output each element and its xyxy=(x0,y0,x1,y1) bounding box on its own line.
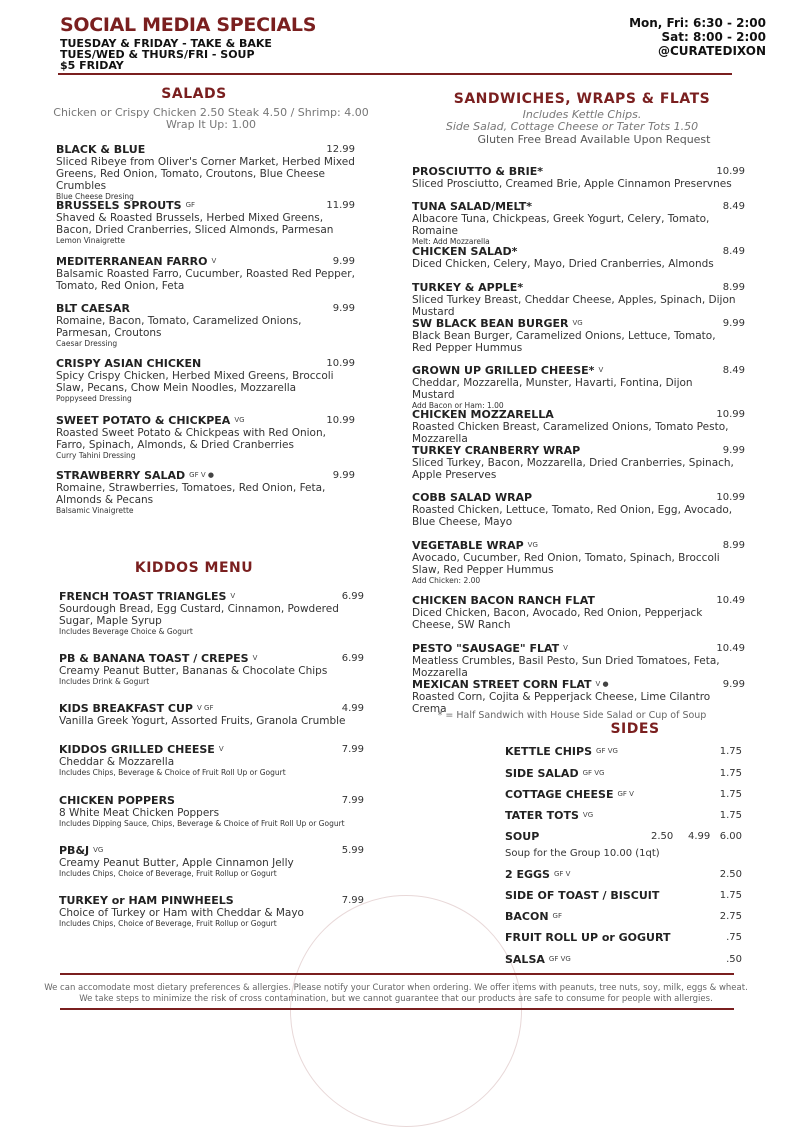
kiddos-item-note: Includes Beverage Choice & Gogurt xyxy=(59,627,193,636)
side-item-price: 1.75 xyxy=(719,768,742,779)
sandwich-item-description: Sliced Turkey Breast, Cheddar Cheese, Apples, Spinach, Dijon Mustard xyxy=(412,294,736,318)
sandwich-item-name-text: TUNA SALAD/MELT* xyxy=(412,200,532,213)
sandwich-item-price: 8.49 xyxy=(722,201,745,212)
kiddos-item-name xyxy=(59,894,349,907)
kiddos-item xyxy=(59,894,349,929)
side-item-name-text: TATER TOTS xyxy=(505,809,579,822)
sandwich-item-name xyxy=(412,200,737,213)
salads-title: SALADS xyxy=(161,86,227,102)
kiddos-item-description: 8 White Meat Chicken Poppers xyxy=(59,807,220,819)
sandwich-item-description: Roasted Corn, Cojita & Pepperjack Cheese, Lime Cilantro Crema xyxy=(412,691,711,715)
sandwich-item xyxy=(412,594,737,631)
sandwiches-sub-3: Gluten Free Bread Available Upon Request xyxy=(477,133,711,146)
hours-weekday: Mon, Fri: 6:30 - 2:00 xyxy=(629,16,766,30)
salad-item-description: Sliced Ribeye from Oliver's Corner Market, Herbed Mixed Greens, Red Onion, Tomato, Croutons, Blue Cheese Crumbles xyxy=(56,156,355,192)
side-item-price: 1.75 xyxy=(719,890,742,901)
sandwich-item-name xyxy=(412,281,737,294)
dietary-tags: VG xyxy=(234,416,245,424)
allergy-notice-2: We take steps to minimize the risk of cross contamination, but we cannot guarantee that our products are safe to consume for people with allergies. xyxy=(79,994,713,1004)
side-item xyxy=(505,767,604,780)
side-item-price: 1.75 xyxy=(719,789,742,800)
sandwich-item-description: Albacore Tuna, Chickpeas, Greek Yogurt, Celery, Tomato, Romaine xyxy=(412,213,710,237)
sandwich-item-name-text: GROWN UP GRILLED CHEESE* xyxy=(412,364,595,377)
kiddos-item-name-text: PB & BANANA TOAST / CREPES xyxy=(59,652,249,665)
salad-item-note: Balsamic Vinaigrette xyxy=(56,506,134,515)
salad-item xyxy=(56,255,356,292)
salad-item-name-text: STRAWBERRY SALAD xyxy=(56,469,186,482)
salad-item-name-text: BLACK & BLUE xyxy=(56,143,146,156)
kiddos-item-description: Choice of Turkey or Ham with Cheddar & Mayo xyxy=(59,907,304,919)
salad-item xyxy=(56,199,356,246)
hours-saturday: Sat: 8:00 - 2:00 xyxy=(661,30,766,44)
kiddos-item xyxy=(59,844,349,879)
side-item-price: 6.00 xyxy=(719,831,742,842)
kiddos-item-description: Vanilla Greek Yogurt, Assorted Fruits, Granola Crumble xyxy=(59,715,346,727)
sandwich-item xyxy=(412,200,737,247)
salad-item-name xyxy=(56,302,356,315)
sandwich-item xyxy=(412,317,737,354)
sandwich-item-description: Cheddar, Mozzarella, Munster, Havarti, Fontina, Dijon Mustard xyxy=(412,377,693,401)
side-item-price: 1.75 xyxy=(719,746,742,757)
sandwich-item xyxy=(412,281,737,318)
sandwiches-sub-1: Includes Kettle Chips. xyxy=(522,108,642,121)
header-line-2: TUES/WED & THURS/FRI - SOUP xyxy=(60,48,255,61)
header-line-3: $5 FRIDAY xyxy=(60,59,124,72)
sandwich-item-note: Add Chicken: 2.00 xyxy=(412,576,481,585)
kiddos-item-price: 4.99 xyxy=(341,703,364,714)
kiddos-item-name xyxy=(59,652,349,665)
sandwich-item-description: Sliced Turkey, Bacon, Mozzarella, Dried Cranberries, Spinach, Apple Preserves xyxy=(412,457,734,481)
kiddos-item-price: 7.99 xyxy=(341,744,364,755)
kiddos-item-name xyxy=(59,743,349,756)
side-item xyxy=(505,745,618,758)
sandwich-item-name xyxy=(412,364,737,377)
salad-item-price: 10.99 xyxy=(326,358,355,369)
dietary-tags: VG xyxy=(572,319,583,327)
kiddos-item-price: 7.99 xyxy=(341,795,364,806)
side-item-name xyxy=(505,953,571,966)
sandwich-item-name xyxy=(412,245,737,258)
salad-item-price: 12.99 xyxy=(326,144,355,155)
dietary-tags: V xyxy=(230,592,236,600)
salad-item xyxy=(56,469,356,516)
side-item-name xyxy=(505,868,570,881)
kiddos-item-price: 7.99 xyxy=(341,895,364,906)
dietary-tags: GF V xyxy=(553,870,571,878)
sandwich-item-description: Sliced Prosciutto, Creamed Brie, Apple Cinnamon Preservnes xyxy=(412,178,732,190)
dietary-tags: GF V xyxy=(617,790,634,798)
kiddos-item-price: 6.99 xyxy=(341,591,364,602)
sandwich-item-name xyxy=(412,491,737,504)
salad-item-name xyxy=(56,143,356,156)
page-title: SOCIAL MEDIA SPECIALS xyxy=(60,14,317,36)
kiddos-title: KIDDOS MENU xyxy=(134,560,254,576)
kiddos-item-note: Includes Chips, Beverage & Choice of Fruit Roll Up or Gogurt xyxy=(59,768,286,777)
sandwich-item-note: Add Bacon or Ham: 1.00 xyxy=(412,401,504,410)
dietary-tags: GF VG xyxy=(582,769,605,777)
sandwich-item xyxy=(412,408,737,445)
sandwich-item-name-text: CHICKEN BACON RANCH FLAT xyxy=(412,594,595,607)
kiddos-item-name-text: PB&J xyxy=(59,844,90,857)
background-circle xyxy=(290,895,522,1127)
side-item-name xyxy=(505,889,659,902)
salad-item-description: Romaine, Bacon, Tomato, Caramelized Onions, Parmesan, Croutons xyxy=(56,315,302,339)
dietary-tags: V GF xyxy=(197,704,214,712)
salad-item xyxy=(56,302,356,349)
salad-item-description: Romaine, Strawberries, Tomatoes, Red Onion, Feta, Almonds & Pecans xyxy=(56,482,326,506)
sandwich-item-price: 10.49 xyxy=(716,595,745,606)
kiddos-item-description: Cheddar & Mozzarella xyxy=(59,756,175,768)
dietary-tags: VG xyxy=(527,541,538,549)
sandwiches-title: SANDWICHES, WRAPS & FLATS xyxy=(453,91,711,107)
kiddos-item-name xyxy=(59,794,349,807)
header-divider xyxy=(58,73,732,75)
side-item-price: 1.75 xyxy=(719,810,742,821)
header-line-1: TUESDAY & FRIDAY - TAKE & BAKE xyxy=(60,37,272,50)
side-item xyxy=(505,809,593,822)
salad-item-name-text: BRUSSELS SPROUTS xyxy=(56,199,182,212)
sandwich-item-name-text: CHICKEN MOZZARELLA xyxy=(412,408,554,421)
kiddos-item-note: Includes Drink & Gogurt xyxy=(59,677,150,686)
salad-item-name xyxy=(56,199,356,212)
dietary-tags: GF V ● xyxy=(189,471,214,479)
salad-item-description: Roasted Sweet Potato & Chickpeas with Red Onion, Farro, Spinach, Almonds, & Dried Cranberries xyxy=(56,427,326,451)
sandwich-item-name xyxy=(412,444,737,457)
side-item xyxy=(505,830,539,843)
sandwich-item-price: 8.99 xyxy=(722,540,745,551)
salad-item-price: 10.99 xyxy=(326,415,355,426)
side-item-name xyxy=(505,830,539,843)
salad-item xyxy=(56,143,356,202)
footer-divider-bottom xyxy=(60,1008,734,1010)
side-item-name-text: 2 EGGS xyxy=(505,868,550,881)
side-item-name-text: KETTLE CHIPS xyxy=(505,745,593,758)
kiddos-item xyxy=(59,652,349,687)
dietary-tags: V xyxy=(598,366,604,374)
dietary-tags: V xyxy=(563,644,568,652)
sandwich-item xyxy=(412,165,737,190)
social-handle: @CURATEDIXON xyxy=(657,44,766,58)
sandwich-item-price: 8.99 xyxy=(722,282,745,293)
kiddos-item xyxy=(59,702,349,727)
soup-price-bowl: 4.99 xyxy=(688,831,711,842)
side-item-name-text: FRUIT ROLL UP or GOGURT xyxy=(505,931,671,944)
dietary-tags: V xyxy=(252,654,258,662)
kiddos-item-name-text: TURKEY or HAM PINWHEELS xyxy=(59,894,234,907)
sandwich-item-name-text: CHICKEN SALAD* xyxy=(412,245,518,258)
kiddos-item-price: 5.99 xyxy=(341,845,364,856)
sides-title: SIDES xyxy=(610,721,660,737)
side-item-price: .50 xyxy=(726,954,742,965)
salad-item-name xyxy=(56,469,356,482)
side-item-name xyxy=(505,767,604,780)
salad-item-name-text: CRISPY ASIAN CHICKEN xyxy=(56,357,202,370)
kiddos-item-note: Includes Chips, Choice of Beverage, Fruit Rollup or Gogurt xyxy=(59,919,277,928)
salad-item-name xyxy=(56,414,356,427)
salad-item-note: Blue Cheese Dresing xyxy=(56,192,134,201)
kiddos-item-note: Includes Dipping Sauce, Chips, Beverage & Choice of Fruit Roll Up or Gogurt xyxy=(59,819,345,828)
kiddos-item-name-text: KIDS BREAKFAST CUP xyxy=(59,702,193,715)
allergy-notice-1: We can accomodate most dietary preferences & allergies. Please notify your Curator when ordering. We offer items with peanuts, tree nuts, soy, milk, eggs & wheat. xyxy=(44,983,748,993)
sandwich-item xyxy=(412,491,737,528)
side-item-name xyxy=(505,745,618,758)
sandwich-item-name xyxy=(412,594,737,607)
sandwich-item-name xyxy=(412,678,737,691)
salads-wrap: Wrap It Up: 1.00 xyxy=(166,118,256,131)
sandwich-item-name xyxy=(412,408,737,421)
kiddos-item xyxy=(59,743,349,778)
sandwich-item-price: 10.99 xyxy=(716,409,745,420)
soup-price-cup: 2.50 xyxy=(651,831,674,842)
side-item xyxy=(505,931,670,944)
sandwich-item-description: Roasted Chicken Breast, Caramelized Onions, Tomato Pesto, Mozzarella xyxy=(412,421,729,445)
salad-item-note: Caesar Dressing xyxy=(56,339,118,348)
side-item-price: 2.50 xyxy=(719,869,742,880)
side-item xyxy=(505,910,562,923)
salad-item-note: Lemon Vinaigrette xyxy=(56,236,125,245)
side-item-name-text: SIDE SALAD xyxy=(505,767,579,780)
dietary-tags: GF VG xyxy=(596,747,618,755)
footer-divider xyxy=(60,973,734,975)
sandwich-item-price: 9.99 xyxy=(722,318,745,329)
salad-item-price: 11.99 xyxy=(326,200,355,211)
side-item-price: 2.75 xyxy=(719,911,742,922)
dietary-tags: V xyxy=(211,257,217,265)
sandwiches-sub-2: Side Salad, Cottage Cheese or Tater Tots 1.50 xyxy=(445,120,699,133)
salad-item xyxy=(56,414,356,461)
side-item-name xyxy=(505,809,593,822)
side-item-name-text: SALSA xyxy=(505,953,545,966)
salad-item-name-text: MEDITERRANEAN FARRO xyxy=(56,255,208,268)
sandwich-item-name xyxy=(412,165,737,178)
dietary-tags: VG xyxy=(93,846,104,854)
sandwich-item-description: Diced Chicken, Bacon, Avocado, Red Onion, Pepperjack Cheese, SW Ranch xyxy=(412,607,703,631)
salad-item-name-text: SWEET POTATO & CHICKPEA xyxy=(56,414,231,427)
sandwich-item-description: Black Bean Burger, Caramelized Onions, Lettuce, Tomato, Red Pepper Hummus xyxy=(412,330,716,354)
dietary-tags: GF xyxy=(552,912,562,920)
sandwich-item-description: Diced Chicken, Celery, Mayo, Dried Cranberries, Almonds xyxy=(412,258,714,270)
salad-item-name-text: BLT CAESAR xyxy=(56,302,130,315)
side-item xyxy=(505,953,571,966)
sandwich-item-name-text: VEGETABLE WRAP xyxy=(412,539,524,552)
kiddos-item-name xyxy=(59,590,349,603)
side-item-name xyxy=(505,910,562,923)
kiddos-item-name xyxy=(59,844,349,857)
side-item xyxy=(505,868,570,881)
side-item-name-text: BACON xyxy=(505,910,549,923)
hours-block xyxy=(629,16,766,58)
sandwich-item xyxy=(412,539,737,586)
dietary-tags: V ● xyxy=(595,680,609,688)
sandwich-item-price: 10.99 xyxy=(716,492,745,503)
soup-group: Soup for the Group 10.00 (1qt) xyxy=(505,848,660,859)
side-item-name-text: SOUP xyxy=(505,830,540,843)
kiddos-item-name xyxy=(59,702,349,715)
sandwich-item-name-text: TURKEY & APPLE* xyxy=(412,281,524,294)
sandwich-item-name-text: PROSCIUTTO & BRIE* xyxy=(412,165,543,178)
salad-item-price: 9.99 xyxy=(332,470,355,481)
sandwich-item-description: Meatless Crumbles, Basil Pesto, Sun Dried Tomatoes, Feta, Mozzarella xyxy=(412,655,720,679)
kiddos-item-description: Sourdough Bread, Egg Custard, Cinnamon, Powdered Sugar, Maple Syrup xyxy=(59,603,339,627)
salad-item-description: Balsamic Roasted Farro, Cucumber, Roasted Red Pepper, Tomato, Red Onion, Feta xyxy=(56,268,355,292)
salad-item-note: Poppyseed Dressing xyxy=(56,394,132,403)
sandwich-item-name-text: MEXICAN STREET CORN FLAT xyxy=(412,678,592,691)
sandwich-item-price: 8.49 xyxy=(722,365,745,376)
kiddos-item-description: Creamy Peanut Butter, Apple Cinnamon Jelly xyxy=(59,857,294,869)
sandwich-item-name-text: TURKEY CRANBERRY WRAP xyxy=(412,444,581,457)
salad-item-price: 9.99 xyxy=(332,303,355,314)
side-item-price: .75 xyxy=(726,932,742,943)
kiddos-item-price: 6.99 xyxy=(341,653,364,664)
half-sandwich-footnote: * = Half Sandwich with House Side Salad or Cup of Soup xyxy=(437,710,707,721)
sandwich-item-price: 9.99 xyxy=(722,679,745,690)
kiddos-item-name-text: CHICKEN POPPERS xyxy=(59,794,175,807)
sandwich-item xyxy=(412,444,737,481)
sandwich-item-name-text: COBB SALAD WRAP xyxy=(412,491,533,504)
side-item-name xyxy=(505,931,670,944)
dietary-tags: VG xyxy=(582,811,594,819)
dietary-tags: V xyxy=(218,745,224,753)
salad-item-description: Spicy Crispy Chicken, Herbed Mixed Greens, Broccoli Slaw, Pecans, Chow Mein Noodles, Mozzarella xyxy=(56,370,334,394)
sandwich-item-description: Roasted Chicken, Lettuce, Tomato, Red Onion, Egg, Avocado, Blue Cheese, Mayo xyxy=(412,504,733,528)
side-item-name xyxy=(505,788,634,801)
sandwich-item-name-text: PESTO "SAUSAGE" FLAT xyxy=(412,642,560,655)
sandwich-item-name xyxy=(412,317,737,330)
dietary-tags: GF xyxy=(185,201,196,209)
sandwich-item xyxy=(412,364,737,411)
sandwich-item-price: 10.99 xyxy=(716,166,745,177)
side-item-name-text: SIDE OF TOAST / BISCUIT xyxy=(505,889,660,902)
salad-item-price: 9.99 xyxy=(332,256,355,267)
sandwich-item-name-text: SW BLACK BEAN BURGER xyxy=(412,317,569,330)
kiddos-item-description: Creamy Peanut Butter, Bananas & Chocolate Chips xyxy=(59,665,328,677)
sandwich-item-price: 8.49 xyxy=(722,246,745,257)
sandwich-item-name xyxy=(412,539,737,552)
salad-item-description: Shaved & Roasted Brussels, Herbed Mixed Greens, Bacon, Dried Cranberries, Sliced Almonds, Parmesan xyxy=(56,212,334,236)
salads-addons: Chicken or Crispy Chicken 2.50 Steak 4.50 / Shrimp: 4.00 xyxy=(53,106,369,119)
kiddos-item-name-text: KIDDOS GRILLED CHEESE xyxy=(59,743,215,756)
side-item xyxy=(505,889,659,902)
kiddos-item-name-text: FRENCH TOAST TRIANGLES xyxy=(59,590,227,603)
sandwich-item xyxy=(412,642,737,679)
salad-item-name xyxy=(56,357,356,370)
sandwich-item-note: Melt: Add Mozzarella xyxy=(412,237,490,246)
kiddos-item xyxy=(59,590,349,637)
sandwich-item-name xyxy=(412,642,737,655)
salad-item xyxy=(56,357,356,404)
side-item-name-text: COTTAGE CHEESE xyxy=(505,788,614,801)
dietary-tags: GF VG xyxy=(548,955,571,963)
sandwich-item-price: 9.99 xyxy=(722,445,745,456)
kiddos-item xyxy=(59,794,349,829)
sandwich-item xyxy=(412,245,737,270)
kiddos-item-note: Includes Chips, Choice of Beverage, Fruit Rollup or Gogurt xyxy=(59,869,277,878)
sandwich-item-description: Avocado, Cucumber, Red Onion, Tomato, Spinach, Broccoli Slaw, Red Pepper Hummus xyxy=(412,552,720,576)
side-item xyxy=(505,788,634,801)
salad-item-name xyxy=(56,255,356,268)
sandwich-item-price: 10.49 xyxy=(716,643,745,654)
salad-item-note: Curry Tahini Dressing xyxy=(56,451,136,460)
